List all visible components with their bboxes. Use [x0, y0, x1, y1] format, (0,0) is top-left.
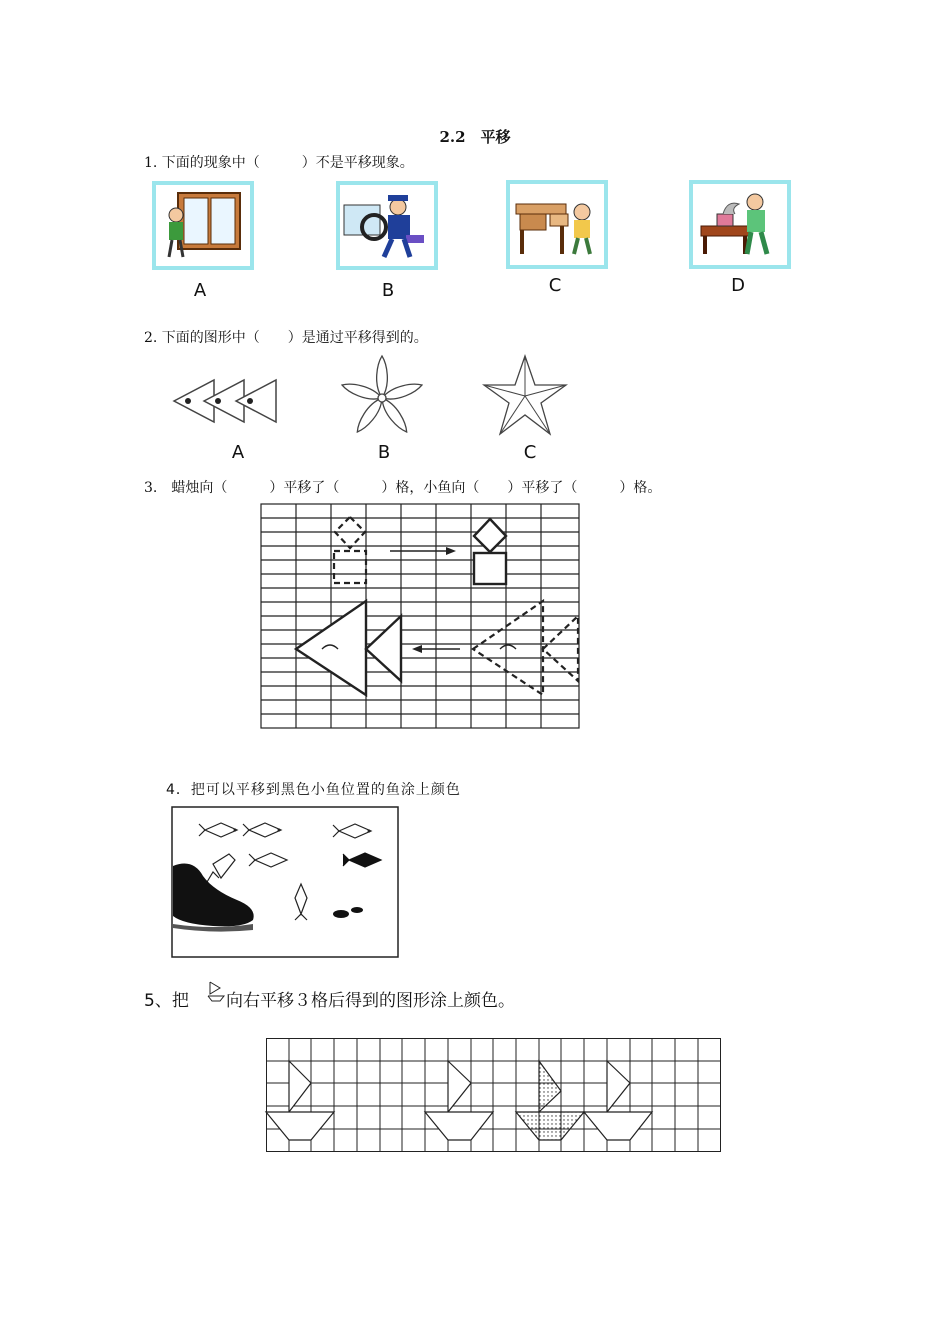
q2-triangles-figure [170, 376, 282, 426]
q1-picture-c [506, 180, 608, 269]
steering-wheel-icon [340, 185, 434, 266]
q1-option-b: B [381, 280, 395, 301]
question-3: 3. 蜡烛向（ ）平移了（ ）格，小鱼向（ ）平移了（ ）格。 [144, 480, 662, 496]
q2-option-b: B [377, 442, 391, 463]
q3-grid-figure [260, 503, 580, 729]
q1-option-d: D [731, 275, 745, 296]
drawer-icon [510, 184, 604, 265]
q1-option-a: A [193, 280, 207, 301]
q1-picture-b [336, 181, 438, 270]
sawing-icon [693, 184, 787, 265]
q2-star-figure [480, 354, 570, 438]
question-1: 1. 下面的现象中（ ）不是平移现象。 [144, 155, 414, 171]
q2-flower-figure [336, 354, 428, 440]
q5-boat-grid-figure [266, 1038, 721, 1152]
q2-option-c: C [523, 442, 537, 463]
question-2: 2. 下面的图形中（ ）是通过平移得到的。 [144, 330, 428, 346]
boat-shape-icon [206, 980, 226, 1002]
question-5-text: 向右平移３格后得到的图形涂上颜色。 [226, 991, 515, 1011]
question-4: 4．把可以平移到黑色小鱼位置的鱼涂上颜色 [166, 782, 461, 798]
q2-option-a: A [231, 442, 245, 463]
window-sliding-icon [156, 185, 250, 266]
q4-fish-figure [171, 806, 399, 958]
q1-picture-a [152, 181, 254, 270]
page-title: 2.2 平移 [439, 128, 511, 146]
q1-picture-d [689, 180, 791, 269]
q1-option-c: C [548, 275, 562, 296]
question-5-prefix: 5、把 [144, 991, 189, 1011]
